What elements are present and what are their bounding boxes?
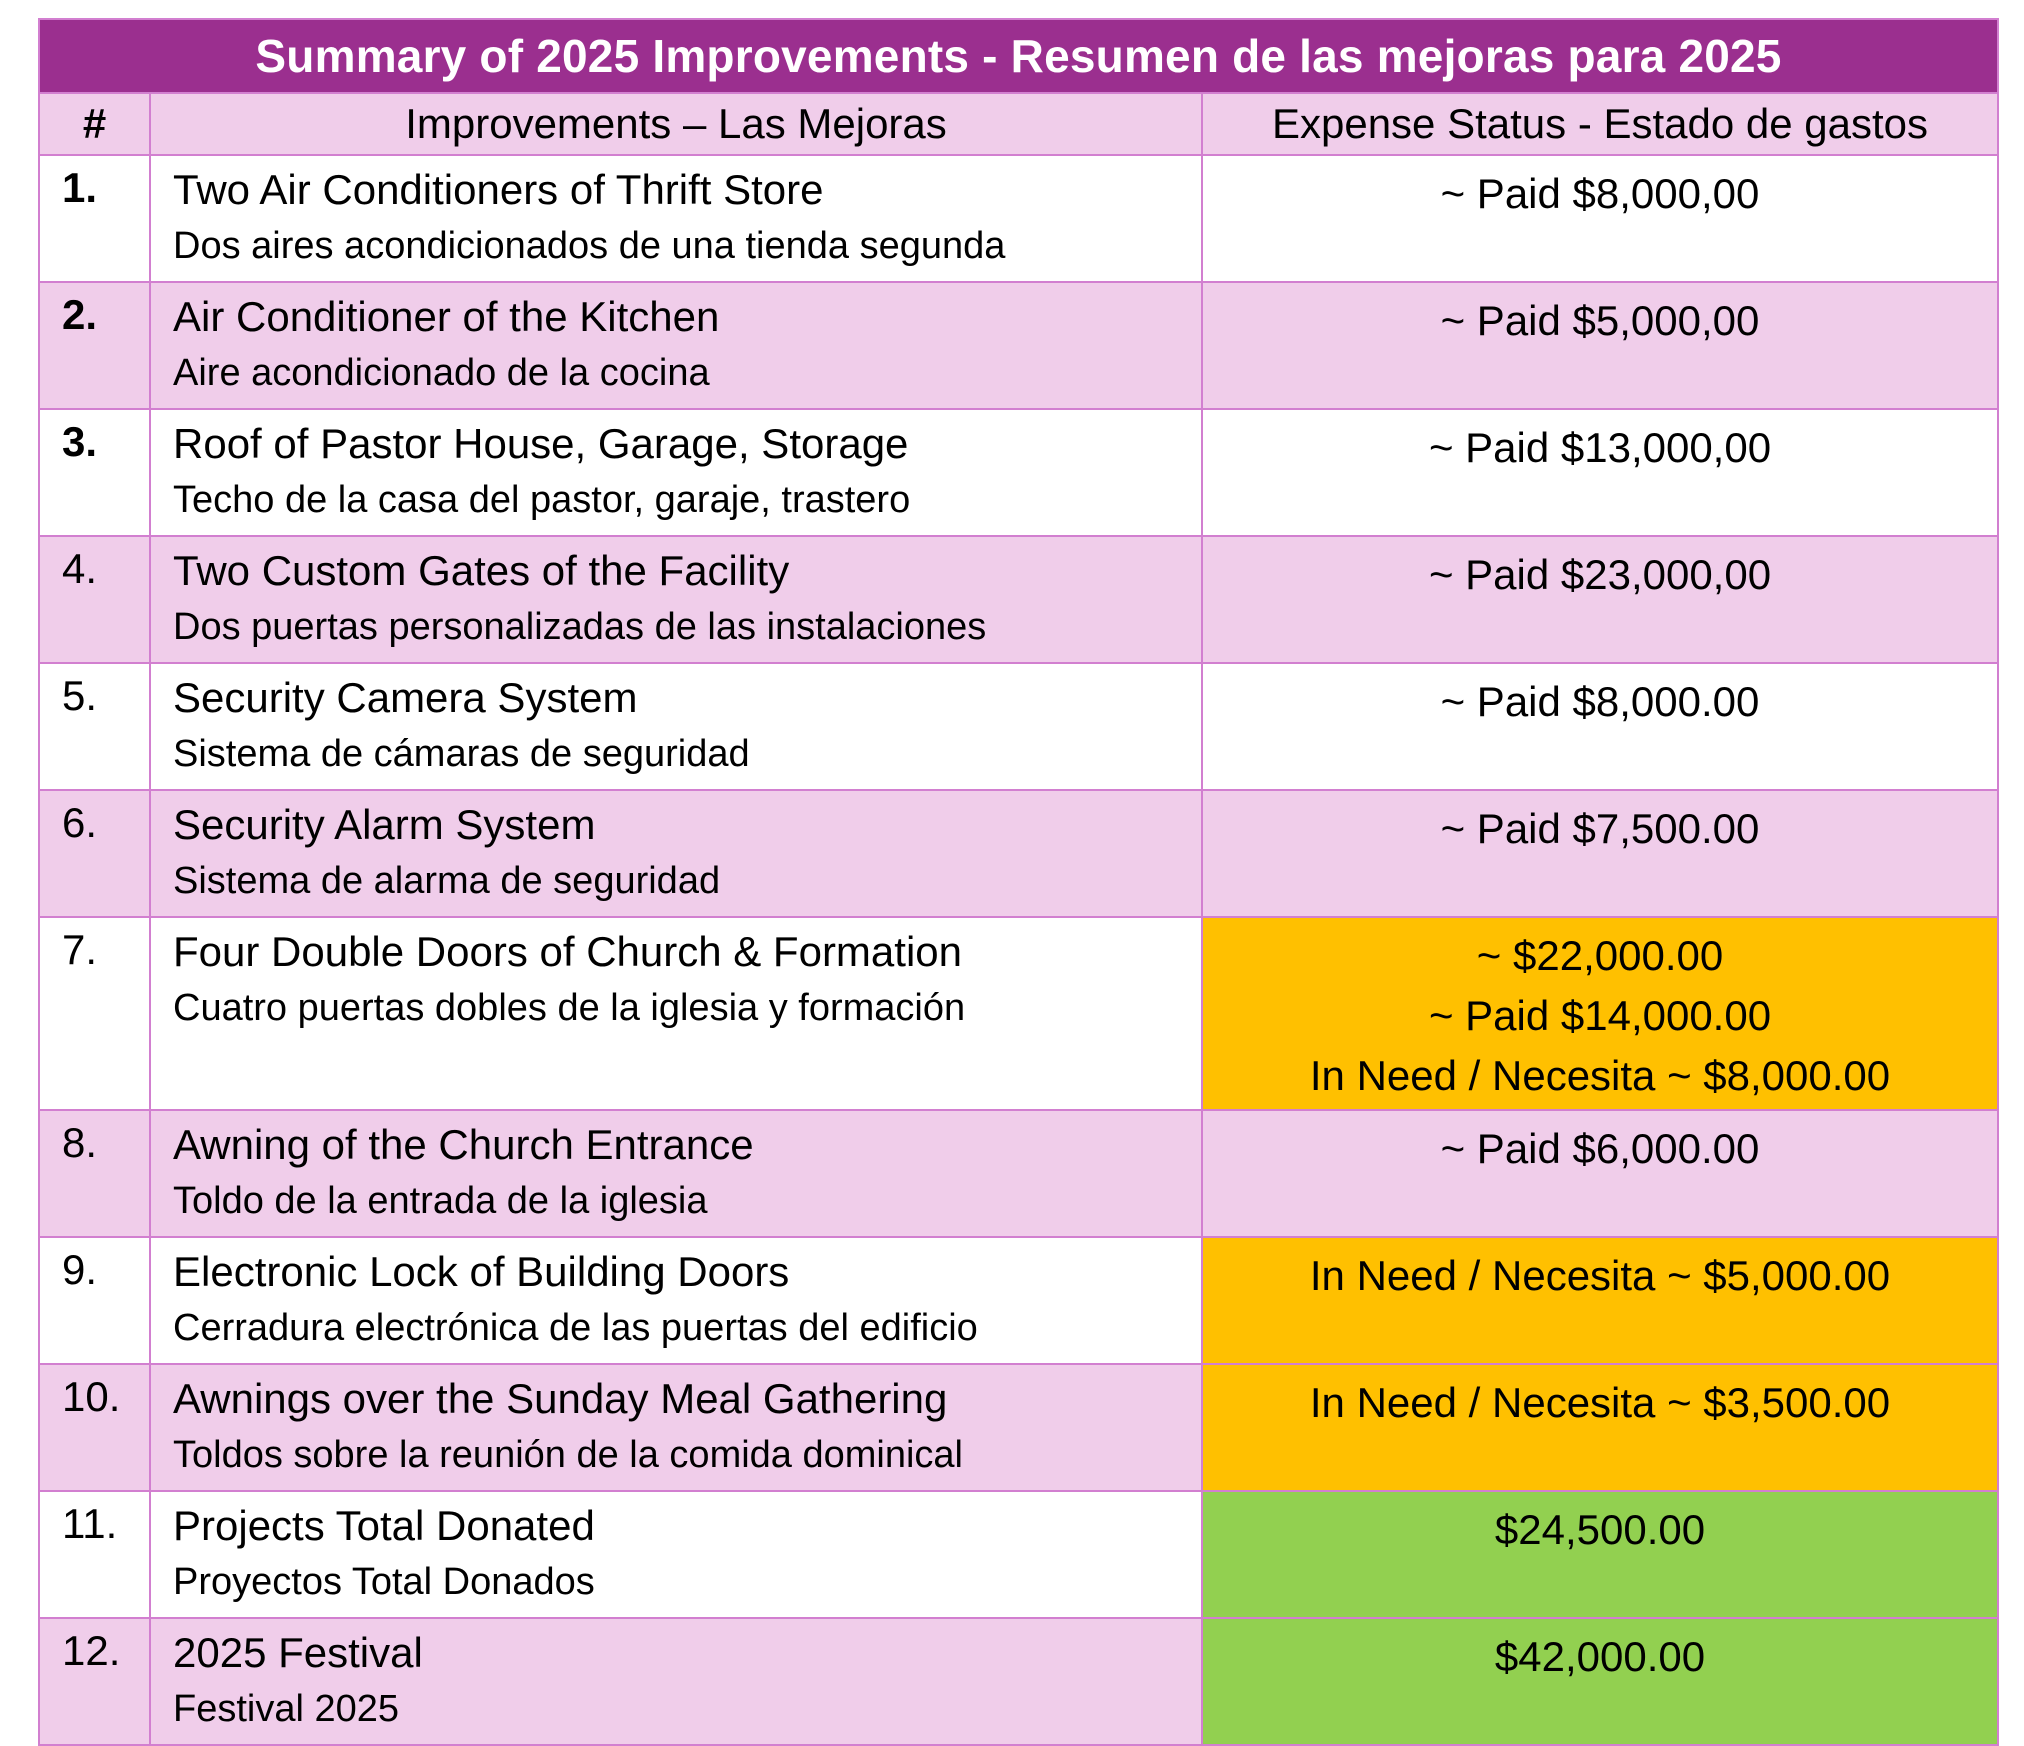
improvement-spanish: Dos aires acondicionados de una tienda segunda <box>173 225 1006 267</box>
improvement-cell <box>150 1237 1202 1364</box>
row-number: 4. <box>39 536 150 663</box>
improvement-cell <box>150 155 1202 282</box>
improvement-spanish: Techo de la casa del pastor, garaje, trastero <box>173 479 911 521</box>
status-cell <box>1202 917 1998 1110</box>
improvement-cell <box>150 663 1202 790</box>
table-row <box>39 1491 1998 1618</box>
table-row <box>39 917 1998 1110</box>
status-line: In Need / Necesita ~ $5,000.00 <box>1309 1252 1891 1299</box>
status-line: ~ Paid $6,000.00 <box>1440 1125 1760 1172</box>
status-line: In Need / Necesita ~ $8,000.00 <box>1309 1052 1891 1099</box>
status-cell <box>1202 1618 1998 1745</box>
improvement-spanish: Aire acondicionado de la cocina <box>173 352 710 394</box>
table-row <box>39 282 1998 409</box>
improvements-table <box>38 18 1999 1746</box>
status-line: $42,000.00 <box>1494 1633 1706 1680</box>
status-cell <box>1202 790 1998 917</box>
header-improvements: Improvements – Las Mejoras <box>150 93 1202 155</box>
improvement-english: Four Double Doors of Church & Formation <box>173 928 962 975</box>
table-row <box>39 1364 1998 1491</box>
status-cell <box>1202 282 1998 409</box>
status-cell <box>1202 1364 1998 1491</box>
improvement-cell <box>150 1364 1202 1491</box>
status-line: $24,500.00 <box>1494 1506 1706 1553</box>
row-number: 8. <box>39 1110 150 1237</box>
improvement-english: Awnings over the Sunday Meal Gathering <box>173 1375 948 1422</box>
improvement-english: Security Camera System <box>173 674 638 721</box>
status-cell <box>1202 1237 1998 1364</box>
table-row <box>39 663 1998 790</box>
table-row <box>39 155 1998 282</box>
status-line: ~ Paid $13,000,00 <box>1428 424 1772 471</box>
status-cell <box>1202 536 1998 663</box>
improvement-english: Two Custom Gates of the Facility <box>173 547 790 594</box>
improvement-english: Two Air Conditioners of Thrift Store <box>173 166 824 213</box>
improvement-cell <box>150 282 1202 409</box>
status-line: ~ Paid $14,000.00 <box>1428 992 1772 1039</box>
improvement-spanish: Sistema de alarma de seguridad <box>173 860 721 902</box>
status-line: ~ Paid $23,000,00 <box>1428 551 1772 598</box>
improvement-english: Air Conditioner of the Kitchen <box>173 293 720 340</box>
row-number: 2. <box>39 282 150 409</box>
improvement-cell <box>150 536 1202 663</box>
row-number: 9. <box>39 1237 150 1364</box>
improvement-spanish: Festival 2025 <box>173 1688 400 1730</box>
row-number: 3. <box>39 409 150 536</box>
table-row <box>39 409 1998 536</box>
header-number: # <box>39 93 150 155</box>
improvement-english: Projects Total Donated <box>173 1502 595 1549</box>
status-cell <box>1202 1110 1998 1237</box>
table-row <box>39 1237 1998 1364</box>
status-line: ~ Paid $7,500.00 <box>1440 805 1760 852</box>
improvement-english: Electronic Lock of Building Doors <box>173 1248 790 1295</box>
row-number: 10. <box>39 1364 150 1491</box>
status-cell <box>1202 663 1998 790</box>
improvement-spanish: Dos puertas personalizadas de las instalaciones <box>173 606 987 648</box>
improvement-cell <box>150 1618 1202 1745</box>
status-cell <box>1202 155 1998 282</box>
status-line: ~ Paid $8,000,00 <box>1440 170 1760 217</box>
improvement-english: 2025 Festival <box>173 1629 423 1676</box>
row-number: 5. <box>39 663 150 790</box>
improvement-spanish: Toldos sobre la reunión de la comida dominical <box>173 1434 964 1476</box>
improvement-spanish: Cuatro puertas dobles de la iglesia y formación <box>173 987 966 1029</box>
table-row <box>39 1110 1998 1237</box>
row-number: 7. <box>39 917 150 1110</box>
row-number: 12. <box>39 1618 150 1745</box>
table-row <box>39 1618 1998 1745</box>
improvement-spanish: Sistema de cámaras de seguridad <box>173 733 750 775</box>
improvement-spanish: Toldo de la entrada de la iglesia <box>173 1180 708 1222</box>
status-cell <box>1202 1491 1998 1618</box>
improvement-english: Awning of the Church Entrance <box>173 1121 754 1168</box>
status-line: ~ Paid $8,000.00 <box>1440 678 1760 725</box>
row-number: 1. <box>39 155 150 282</box>
row-number: 11. <box>39 1491 150 1618</box>
improvement-cell <box>150 790 1202 917</box>
improvement-spanish: Proyectos Total Donados <box>173 1561 595 1603</box>
header-row <box>39 93 1998 155</box>
status-line: In Need / Necesita ~ $3,500.00 <box>1309 1379 1891 1426</box>
row-number: 6. <box>39 790 150 917</box>
improvement-cell <box>150 409 1202 536</box>
improvement-cell <box>150 1110 1202 1237</box>
status-cell <box>1202 409 1998 536</box>
improvement-cell <box>150 1491 1202 1618</box>
improvement-english: Security Alarm System <box>173 801 596 848</box>
table-title: Summary of 2025 Improvements - Resumen de las mejoras para 2025 <box>39 19 1998 93</box>
improvement-english: Roof of Pastor House, Garage, Storage <box>173 420 909 467</box>
status-line: ~ Paid $5,000,00 <box>1440 297 1760 344</box>
table-row <box>39 536 1998 663</box>
improvement-cell <box>150 917 1202 1110</box>
table-row <box>39 790 1998 917</box>
improvement-spanish: Cerradura electrónica de las puertas del edificio <box>173 1307 978 1349</box>
status-line: ~ $22,000.00 <box>1476 932 1724 979</box>
header-status: Expense Status - Estado de gastos <box>1202 93 1998 155</box>
